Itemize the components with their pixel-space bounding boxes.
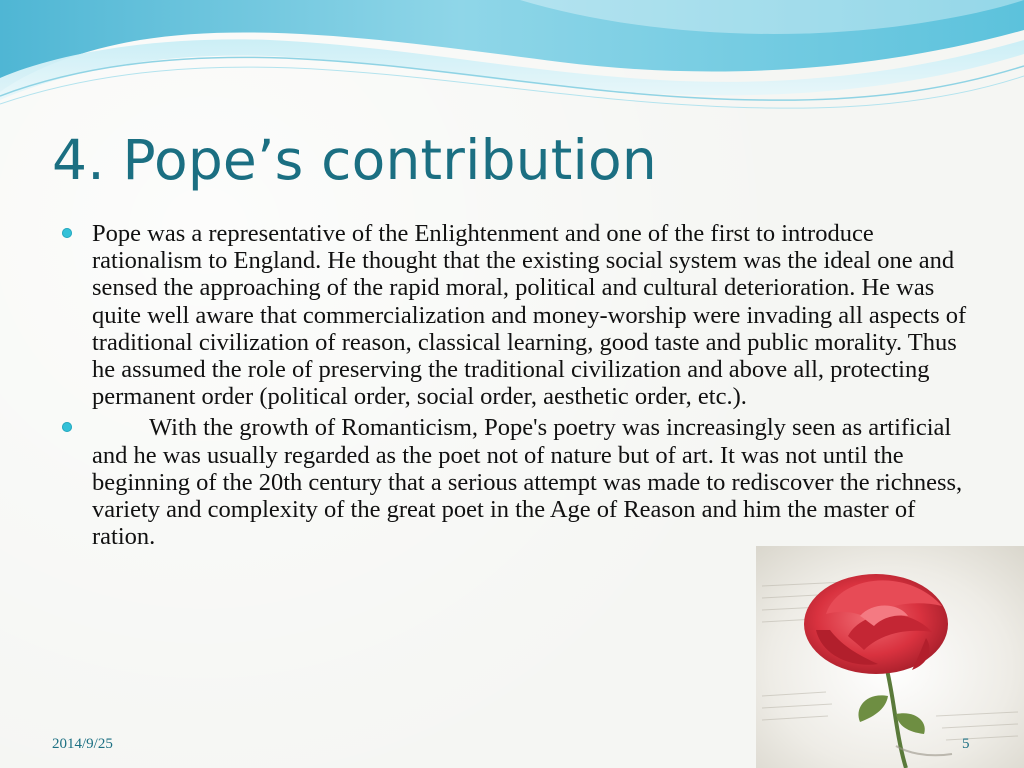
red-rose-on-book-photo: [756, 546, 1024, 768]
slide-title: 4. Pope’s contribution: [52, 128, 657, 192]
bullet-text: With the growth of Romanticism, Pope's poetry was increasingly seen as artificial and he was usually regarded as the poet not of nature but of art. It was not until the beginning of the 20th century that a serious attempt was made to rediscover the richness, variety and complexity of the great poet in the Age of Reason and him the master of ration.: [92, 414, 963, 551]
top-wave-banner: [0, 0, 1024, 130]
footer-date: 2014/9/25: [52, 736, 113, 752]
bullet-list: [62, 220, 967, 554]
circle-bullet-icon: [62, 422, 72, 432]
bullet-text: Pope was a representative of the Enlightenment and one of the first to introduce rationalism to England. He thought that the existing social system was the ideal one and sensed the approaching of the rapid moral, political and cultural deterioration. He was quite well aware that commercialization and money-worship were invading all aspects of traditional civilization of reason, classical learning, good taste and public morality. Thus he assumed the role of preserving the traditional civilization and above all, protecting permanent order (political order, social order, aesthetic order, etc.).: [92, 220, 967, 411]
list-item: [62, 414, 967, 550]
list-item: [62, 220, 967, 410]
footer-page-number: 5: [962, 736, 970, 752]
circle-bullet-icon: [62, 228, 72, 238]
